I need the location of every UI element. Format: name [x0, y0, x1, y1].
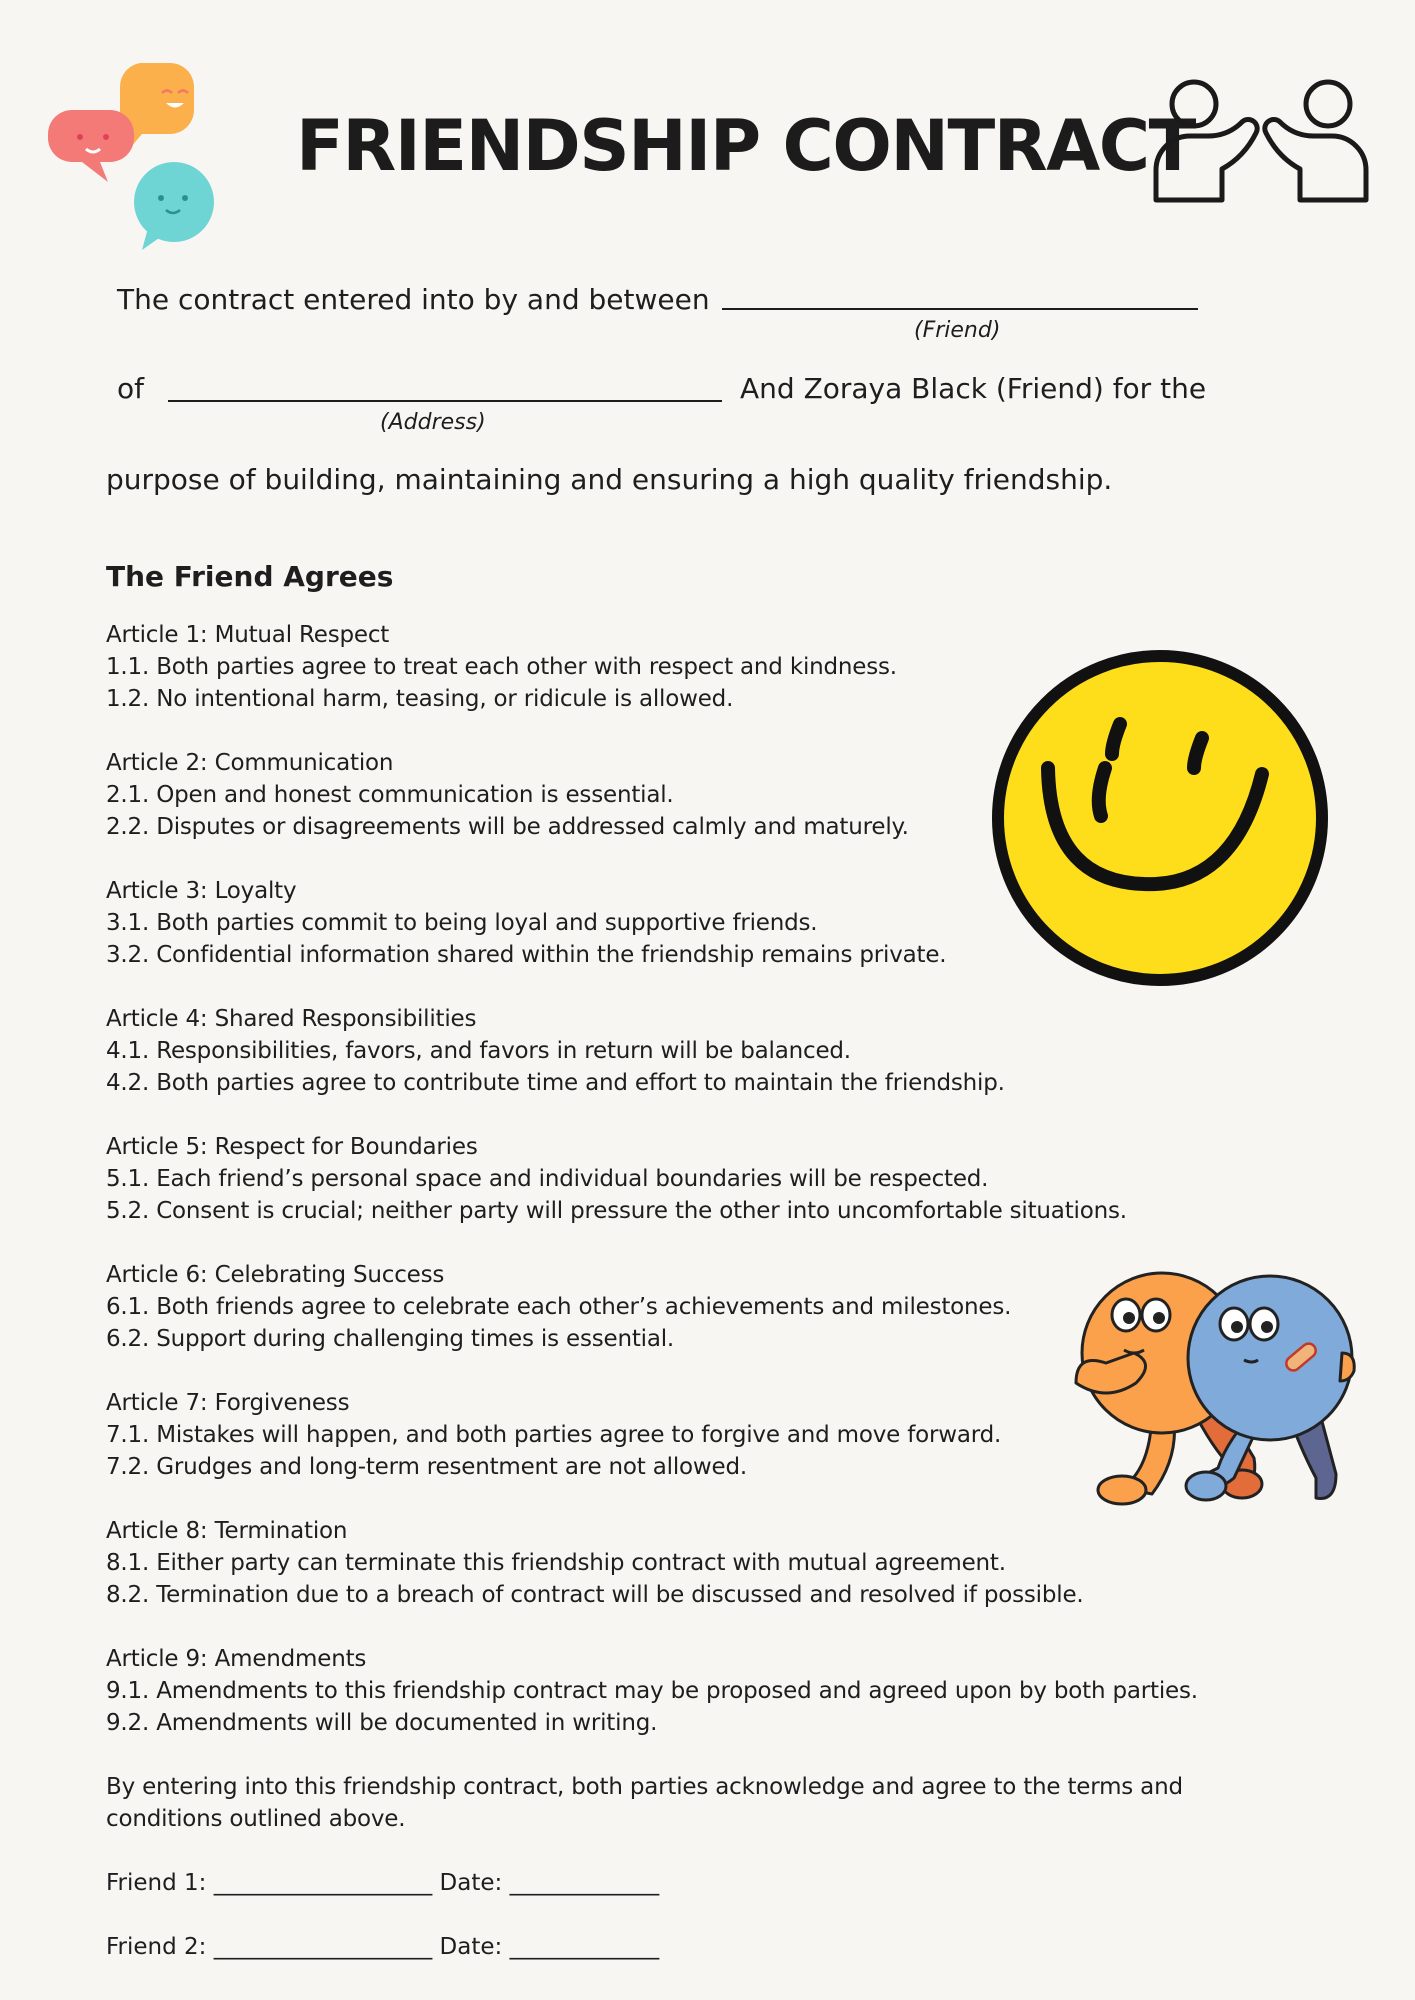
article-clause: 1.1. Both parties agree to treat each other with respect and kindness.: [106, 654, 897, 680]
article-clause: 2.1. Open and honest communication is essential.: [106, 782, 674, 808]
article-clause: 9.1. Amendments to this friendship contract may be proposed and agreed upon by both parties.: [106, 1678, 1198, 1704]
article-title: Article 5: Respect for Boundaries: [106, 1134, 478, 1160]
article-clause: 7.1. Mistakes will happen, and both parties agree to forgive and move forward.: [106, 1422, 1002, 1448]
closing-statement: By entering into this friendship contract, both parties acknowledge and agree to the terms and: [106, 1774, 1183, 1800]
article-clause: 7.2. Grudges and long-term resentment are not allowed.: [106, 1454, 747, 1480]
smiley-face-icon: [990, 648, 1330, 988]
intro-of: of: [117, 372, 144, 405]
signature-line-friend-1[interactable]: Friend 1: ___________________ Date: _____________: [106, 1870, 660, 1896]
article-clause: 3.1. Both parties commit to being loyal and supportive friends.: [106, 910, 818, 936]
article-title: Article 8: Termination: [106, 1518, 348, 1544]
intro-between: The contract entered into by and between: [117, 283, 710, 316]
friend-caption: (Friend): [914, 318, 1001, 343]
article-title: Article 3: Loyalty: [106, 878, 297, 904]
article-clause: 1.2. No intentional harm, teasing, or ridicule is allowed.: [106, 686, 734, 712]
chat-bubbles-icon: [44, 58, 244, 258]
article-clause: 4.1. Responsibilities, favors, and favors in return will be balanced.: [106, 1038, 851, 1064]
signature-line-friend-2[interactable]: Friend 2: ___________________ Date: _____________: [106, 1934, 660, 1960]
article-clause: 8.1. Either party can terminate this friendship contract with mutual agreement.: [106, 1550, 1006, 1576]
article-clause: 5.2. Consent is crucial; neither party will pressure the other into uncomfortable situations.: [106, 1198, 1127, 1224]
article-title: Article 7: Forgiveness: [106, 1390, 350, 1416]
article-title: Article 6: Celebrating Success: [106, 1262, 445, 1288]
article-clause: 6.2. Support during challenging times is essential.: [106, 1326, 675, 1352]
article-clause: 6.1. Both friends agree to celebrate each other’s achievements and milestones.: [106, 1294, 1012, 1320]
article-clause: 9.2. Amendments will be documented in writing.: [106, 1710, 658, 1736]
closing-statement: conditions outlined above.: [106, 1806, 406, 1832]
article-title: Article 1: Mutual Respect: [106, 622, 390, 648]
article-clause: 2.2. Disputes or disagreements will be addressed calmly and maturely.: [106, 814, 909, 840]
article-clause: 4.2. Both parties agree to contribute time and effort to maintain the friendship.: [106, 1070, 1005, 1096]
page-title: FRIENDSHIP CONTRACT: [296, 105, 1195, 187]
article-title: Article 2: Communication: [106, 750, 394, 776]
walking-friends-icon: [1052, 1258, 1372, 1520]
friend-name-field[interactable]: [722, 308, 1198, 310]
section-heading: The Friend Agrees: [106, 560, 394, 593]
article-clause: 8.2. Termination due to a breach of contract will be discussed and resolved if possible.: [106, 1582, 1084, 1608]
article-clause: 5.1. Each friend’s personal space and individual boundaries will be respected.: [106, 1166, 989, 1192]
article-title: Article 9: Amendments: [106, 1646, 367, 1672]
article-clause: 3.2. Confidential information shared within the friendship remains private.: [106, 942, 947, 968]
friends-outline-icon: [1150, 76, 1372, 208]
intro-purpose: purpose of building, maintaining and ensuring a high quality friendship.: [106, 463, 1113, 496]
article-title: Article 4: Shared Responsibilities: [106, 1006, 477, 1032]
address-field[interactable]: [168, 400, 722, 402]
intro-and-party: And Zoraya Black (Friend) for the: [740, 372, 1207, 405]
address-caption: (Address): [380, 410, 486, 435]
